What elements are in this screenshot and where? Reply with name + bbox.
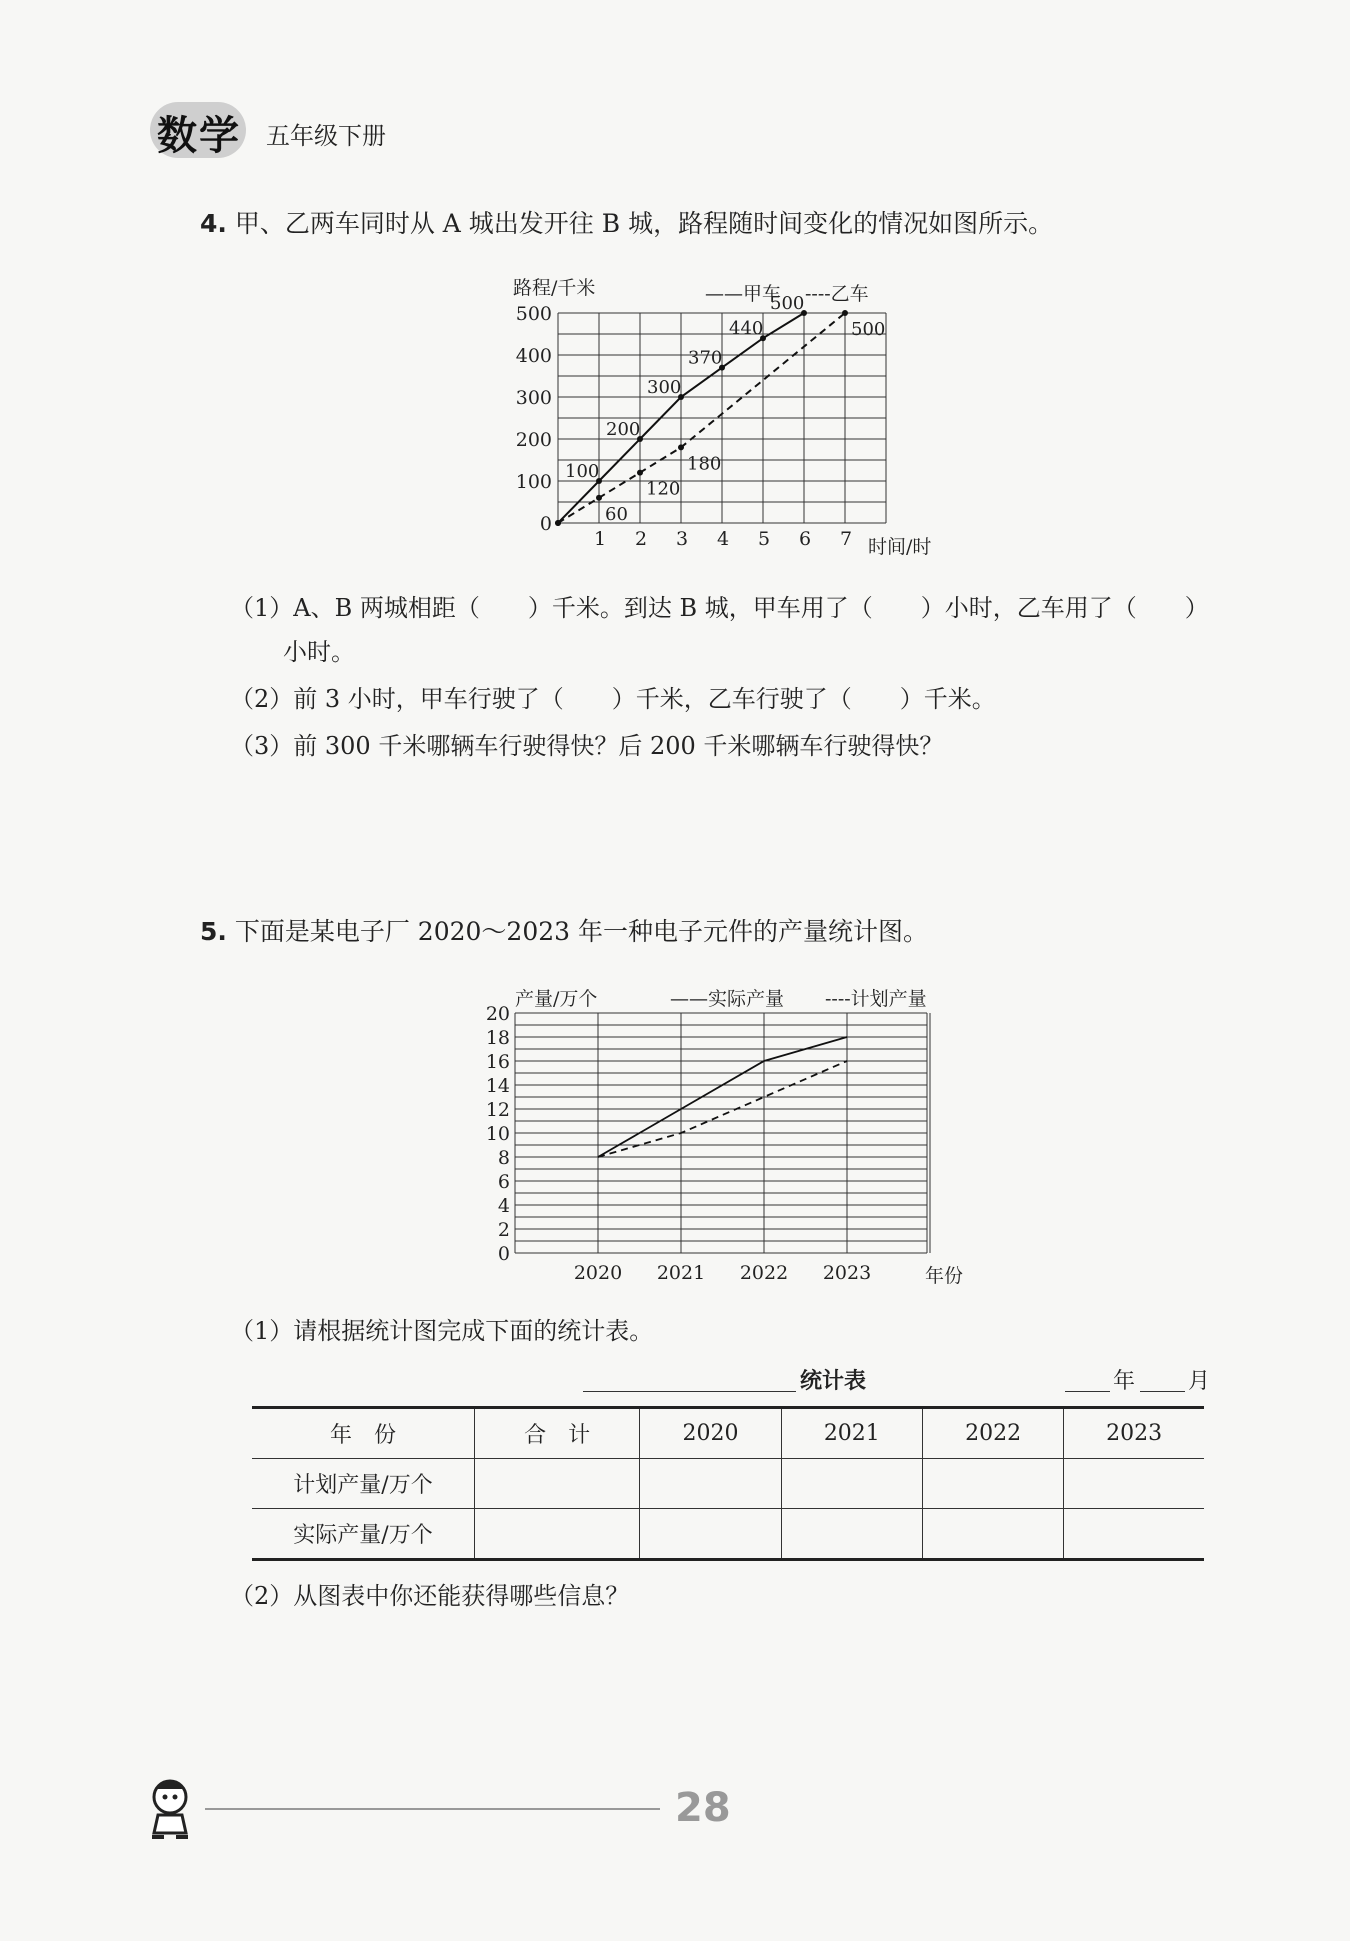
y-axis-label: 路程/千米 [513,277,596,299]
q4-sub1-line1: （1）A、B 两城相距（ ）千米。到达 B 城，甲车用了（ ）小时，乙车用了（ ） [230,594,1209,622]
x-tick-label: 6 [799,528,812,550]
x-tick-label: 2020 [573,1262,623,1284]
subject-title: 数学 [157,113,241,159]
legend-jia: ——甲车 [705,283,782,305]
y-tick-label: 12 [485,1099,510,1121]
q5-text: 下面是某电子厂 2020～2023 年一种电子元件的产量统计图。 [234,917,929,946]
answer-cell[interactable] [1064,1459,1204,1509]
data-label: 300 [647,377,682,398]
y-axis-label: 产量/万个 [515,988,598,1010]
distance-time-chart [500,268,980,568]
grade-label: 五年级下册 [266,122,386,150]
data-point [637,470,643,476]
answer-cell[interactable] [781,1509,922,1560]
table-header-cell: 2023 [1064,1408,1204,1459]
x-tick-label: 2 [635,528,648,550]
data-label: 370 [688,347,723,369]
legend-actual: ——实际产量 [670,988,785,1010]
row-label-planned: 计划产量/万个 [252,1459,475,1509]
page-number: 28 [675,1785,731,1831]
answer-cell[interactable] [475,1509,640,1560]
legend-yi: ----乙车 [805,283,869,305]
x-tick-label: 3 [676,528,689,550]
x-tick-label: 5 [758,528,771,550]
answer-cell[interactable] [781,1459,922,1509]
data-label: 180 [687,453,722,475]
y-tick-label: 4 [497,1195,510,1217]
x-tick-label: 1 [594,528,607,550]
y-tick-label: 20 [485,1003,510,1025]
statistics-table [252,1406,1204,1561]
table-header-row [252,1408,1204,1459]
y-tick-label: 500 [515,303,552,325]
q5-prompt [200,916,928,949]
data-label: 440 [729,318,764,340]
data-label: 60 [605,503,628,525]
data-label: 500 [770,293,805,314]
q5-sub2: （2）从图表中你还能获得哪些信息？ [230,1582,630,1610]
x-tick-label: 2021 [656,1262,706,1284]
y-tick-label: 18 [485,1027,510,1049]
q4-text: 甲、乙两车同时从 A 城出发开往 B 城，路程随时间变化的情况如图所示。 [234,209,1054,238]
table-header-cell: 2020 [640,1408,781,1459]
q4-number: 4. [200,209,227,238]
x-tick-label: 7 [840,528,853,550]
answer-cell[interactable] [475,1459,640,1509]
row-label-actual: 实际产量/万个 [252,1509,475,1560]
y-tick-label: 0 [497,1243,510,1265]
table-header-cell: 合 计 [475,1408,640,1459]
answer-cell[interactable] [922,1459,1063,1509]
y-tick-label: 300 [515,387,552,409]
y-tick-label: 6 [497,1171,510,1193]
data-label: 120 [646,478,681,500]
answer-cell[interactable] [922,1509,1063,1560]
footer-rule [205,1808,660,1810]
year-blank[interactable] [1065,1391,1110,1392]
year-label: 年 [1113,1369,1136,1394]
y-tick-label: 16 [485,1051,510,1073]
table-row-actual [252,1509,1204,1560]
month-label: 月 [1188,1369,1211,1394]
month-blank[interactable] [1140,1391,1185,1392]
x-tick-label: 2023 [822,1262,872,1284]
y-tick-label: 400 [515,345,552,367]
data-point [842,310,848,316]
y-tick-label: 200 [515,429,552,451]
table-header-cell: 2022 [922,1408,1063,1459]
legend-planned: ----计划产量 [825,988,927,1010]
q4-prompt [200,208,1053,241]
q5-sub1: （1）请根据统计图完成下面的统计表。 [230,1317,654,1345]
table-title-blank[interactable] [583,1391,796,1392]
data-point [678,444,684,450]
x-tick-label: 4 [717,528,730,550]
mascot-icon [140,1775,205,1845]
x-axis-label: 时间/时 [868,536,932,558]
y-tick-label: 0 [539,513,552,535]
x-axis-label: 年份 [925,1265,964,1287]
answer-cell[interactable] [640,1459,781,1509]
data-label: 200 [606,419,641,440]
table-title: 统计表 [800,1368,867,1394]
production-chart [470,980,980,1290]
y-tick-label: 2 [497,1219,510,1241]
y-tick-label: 14 [485,1075,510,1097]
q4-sub2: （2）前 3 小时，甲车行驶了（ ）千米，乙车行驶了（ ）千米。 [230,685,996,713]
data-point [596,495,602,501]
answer-cell[interactable] [1064,1509,1204,1560]
q4-sub1-line2: 小时。 [283,638,355,666]
table-header-cell: 年 份 [252,1408,475,1459]
data-label: 500 [851,319,886,340]
table-header-cell: 2021 [781,1408,922,1459]
q5-number: 5. [200,917,227,946]
answer-cell[interactable] [640,1509,781,1560]
q4-sub3: （3）前 300 千米哪辆车行驶得快？后 200 千米哪辆车行驶得快？ [230,732,944,760]
x-tick-label: 2022 [739,1262,789,1284]
table-row-planned [252,1459,1204,1509]
data-label: 100 [565,461,600,482]
data-point [555,520,561,526]
y-tick-label: 10 [485,1123,510,1145]
y-tick-label: 8 [497,1147,510,1169]
y-tick-label: 100 [515,471,552,493]
